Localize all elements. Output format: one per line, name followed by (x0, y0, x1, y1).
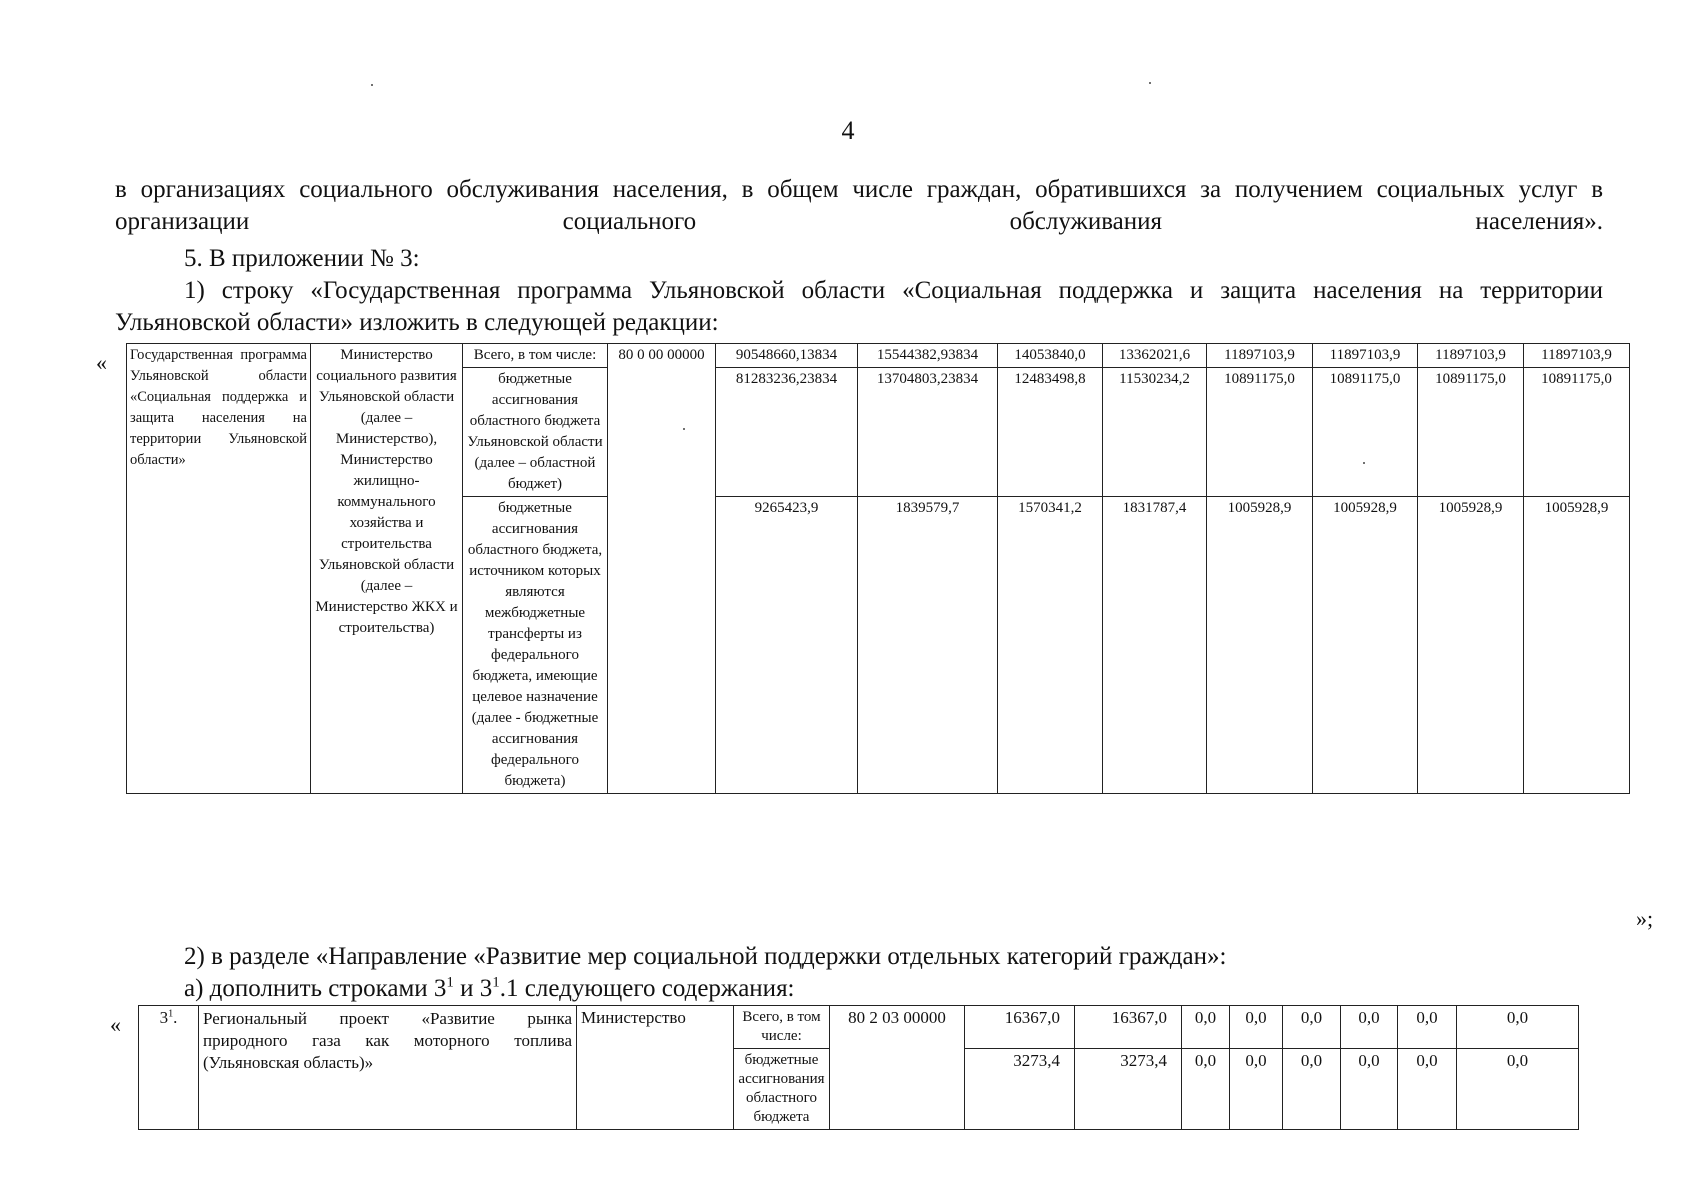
value-cell: 1005928,9 (1207, 497, 1313, 794)
program-name-cell: Государственная программа Ульяновской области «Социальная поддержка и защита населения на территории Ульяновской области» (127, 344, 311, 794)
value-cell: 1005928,9 (1313, 497, 1418, 794)
item-5-2a-mid: и 3 (453, 975, 493, 1002)
value-cell: 0,0 (1457, 1006, 1579, 1049)
item-5-2a-prefix: а) дополнить строками 3 (184, 975, 447, 1002)
value-cell: 0,0 (1182, 1049, 1230, 1130)
value-cell: 12483498,8 (998, 368, 1103, 497)
value-cell: 0,0 (1182, 1006, 1230, 1049)
page-number: 4 (841, 116, 855, 145)
value-cell: 0,0 (1398, 1006, 1457, 1049)
row-label: бюджетные ассигнования областного бюджета Ульяновской области (далее – областной бюджет) (463, 368, 608, 497)
value-cell: 10891175,0 (1524, 368, 1630, 497)
value-cell: 10891175,0 (1313, 368, 1418, 497)
value-cell: 3273,4 (1075, 1049, 1182, 1130)
value-cell: 1831787,4 (1103, 497, 1207, 794)
value-cell: 1005928,9 (1418, 497, 1524, 794)
value-cell: 0,0 (1230, 1049, 1283, 1130)
value-cell: 13362021,6 (1103, 344, 1207, 368)
row-label: Всего, в том числе: (734, 1006, 830, 1049)
item-5-2a (184, 973, 1603, 1005)
value-cell: 11897103,9 (1313, 344, 1418, 368)
value-cell: 9265423,9 (716, 497, 858, 794)
row-label: Всего, в том числе: (463, 344, 608, 368)
row-number-cell (139, 1006, 199, 1130)
value-cell: 1839579,7 (858, 497, 998, 794)
item-5-2: 2) в разделе «Направление «Развитие мер социальной поддержки отдельных категорий граждан»: (184, 943, 1227, 970)
value-cell: 1570341,2 (998, 497, 1103, 794)
code-cell: 80 2 03 00000 (830, 1006, 965, 1130)
value-cell: 11897103,9 (1418, 344, 1524, 368)
table-row (127, 344, 1630, 368)
program-table (126, 343, 1630, 794)
scan-dot (371, 84, 373, 86)
superscript: 1 (492, 974, 500, 991)
value-cell: 0,0 (1341, 1006, 1398, 1049)
item-5-2a-suffix: .1 следующего содержания: (499, 975, 795, 1002)
value-cell: 11897103,9 (1524, 344, 1630, 368)
item-5-1: 1) строку «Государственная программа Ульяновской области «Социальная поддержка и защита населения на территории Ульяновской области» изложить в следующей редакции: (115, 277, 1603, 336)
value-cell: 0,0 (1230, 1006, 1283, 1049)
executor-cell: Министерство (577, 1006, 734, 1130)
superscript: 1 (446, 974, 454, 991)
close-quote-1: »; (1636, 906, 1654, 931)
table-row (139, 1006, 1579, 1049)
value-cell: 16367,0 (965, 1006, 1075, 1049)
row-label: бюджетные ассигнования областного бюджета, источником которых являются межбюджетные трансферты из федерального бюджета, имеющие целевое назначение (далее - бюджетные ассигнования федерального бюджета) (463, 497, 608, 794)
value-cell: 90548660,13834 (716, 344, 858, 368)
value-cell: 10891175,0 (1207, 368, 1313, 497)
row-number: 3 (159, 1008, 169, 1027)
value-cell: 11897103,9 (1207, 344, 1313, 368)
value-cell: 14053840,0 (998, 344, 1103, 368)
value-cell: 11530234,2 (1103, 368, 1207, 497)
superscript: 1 (168, 1008, 174, 1020)
code-cell: 80 0 00 00000 (608, 344, 716, 794)
value-cell: 1005928,9 (1524, 497, 1630, 794)
row-number-suffix: . (173, 1008, 178, 1027)
value-cell: 0,0 (1283, 1006, 1341, 1049)
open-quote-2: « (110, 1012, 121, 1037)
value-cell: 3273,4 (965, 1049, 1075, 1130)
scan-dot (1149, 82, 1151, 84)
value-cell: 16367,0 (1075, 1006, 1182, 1049)
value-cell: 0,0 (1283, 1049, 1341, 1130)
intro-line-1 (115, 174, 1603, 238)
value-cell: 0,0 (1341, 1049, 1398, 1130)
executors-cell: Министерство социального развития Ульяновской области (далее – Министерство), Министерство жилищно-коммунального хозяйства и строительства Ульяновской области (далее – Министерство ЖКХ и строительства) (311, 344, 463, 794)
value-cell: 0,0 (1398, 1049, 1457, 1130)
value-cell: 13704803,23834 (858, 368, 998, 497)
value-cell: 10891175,0 (1418, 368, 1524, 497)
value-cell: 81283236,23834 (716, 368, 858, 497)
item-5: 5. В приложении № 3: (184, 245, 420, 272)
project-table (138, 1005, 1579, 1130)
value-cell: 15544382,93834 (858, 344, 998, 368)
intro-text: в организациях социального обслуживания населения, в общем числе граждан, обратившихся за получением социальных услуг в организации социального обслуживания населения». (115, 176, 1603, 235)
value-cell: 0,0 (1457, 1049, 1579, 1130)
project-name-cell: Региональный проект «Развитие рынка природного газа как моторного топлива (Ульяновская область)» (199, 1006, 577, 1130)
row-label: бюджетные ассигнования областного бюджета (734, 1049, 830, 1130)
open-quote-1: « (96, 350, 107, 375)
